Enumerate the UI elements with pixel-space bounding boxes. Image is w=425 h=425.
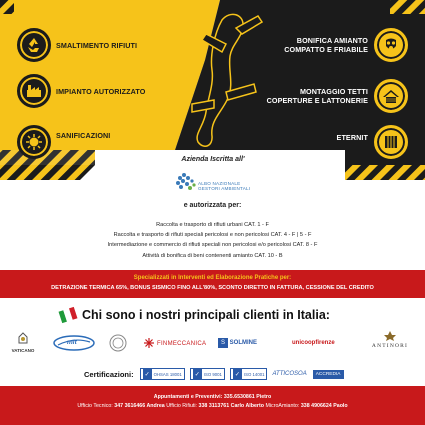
clients-title: Chi sono i nostri principali clienti in Italia: xyxy=(82,308,330,322)
antinori-crest-icon xyxy=(384,331,396,341)
accredia-logo: ACCREDIA xyxy=(313,370,344,379)
clients-logos xyxy=(6,330,421,358)
vatican-emblem-icon xyxy=(15,332,31,346)
service-label: SANIFICAZIONI xyxy=(56,130,111,140)
services-banner xyxy=(0,0,425,180)
cert-badge: ✓ OHSAS 18001 xyxy=(140,368,185,380)
category-item: Raccolta e trasporto di rifiuti speciali pericolosi e non pericolosi CAT. 4 - F | 5 - F xyxy=(113,232,312,239)
cert-badge: ✓ ISO 9001 xyxy=(190,368,225,380)
registry-intro: Azienda Iscritta all' xyxy=(181,156,245,163)
gas-mask-icon xyxy=(374,28,408,62)
cert-badge: ✓ ISO 14001 xyxy=(230,368,268,380)
roof-icon xyxy=(374,79,408,113)
attico-soa-logo: ATTICOSOA xyxy=(272,371,307,377)
client-antinori: ANTINORI xyxy=(364,331,416,349)
virus-icon xyxy=(17,125,51,159)
service-label: IMPIANTO AUTORIZZATO xyxy=(56,86,146,96)
service-bonifica-amianto xyxy=(284,28,408,62)
seal-emblem-icon xyxy=(108,333,128,353)
service-eternit xyxy=(337,125,408,159)
service-sublabel: COMPATTO E FRIABILE xyxy=(284,45,368,54)
albo-text xyxy=(198,181,250,192)
client-seal xyxy=(108,333,128,355)
italian-flag-icon xyxy=(59,307,78,323)
service-label: ETERNIT xyxy=(336,132,368,142)
albo-line1: ALBO NAZIONALE xyxy=(198,181,241,186)
contacts-bar xyxy=(0,386,425,425)
service-label: SMALTIMENTO RIFIUTI xyxy=(56,40,138,50)
check-icon: ✓ xyxy=(143,369,152,379)
client-vaticano: VATICANO xyxy=(10,332,36,353)
incentives-banner xyxy=(0,270,425,298)
client-unicoop: unicoopfirenze xyxy=(292,340,335,346)
client-solmine: S SOLMINE xyxy=(218,338,257,348)
finmeccanica-logo-icon xyxy=(144,338,154,348)
check-icon: ✓ xyxy=(233,369,242,379)
service-montaggio-tetti xyxy=(267,79,408,113)
authorized-heading: e autorizzata per: xyxy=(183,202,242,209)
contacts-line2: Ufficio Tecnico: 347 3616466 Andrea Ufficio Rifiuti: 338 3113761 Carlo Alberto MicroAmianto: 338 4906624 Paolo xyxy=(77,403,348,409)
incentives-list: DETRAZIONE TERMICA 65%, BONUS SISMICO FINO ALL'80%, SCONTO DIRETTO IN FATTURA, CESSIONE DEL CREDITO xyxy=(51,285,374,291)
albo-line2: GESTORI AMBIENTALI xyxy=(198,186,251,192)
clients-heading xyxy=(60,308,400,322)
service-impianto xyxy=(17,74,145,108)
service-label: BONIFICA AMIANTO xyxy=(296,36,368,45)
check-icon: ✓ xyxy=(193,369,202,379)
certifications-row xyxy=(84,368,344,380)
category-item: Attività di bonifica di beni contenenti amianto CAT. 10 - B xyxy=(142,252,283,259)
contacts-line1: Appuntamenti e Preventivi: 335.6530861 Pietro xyxy=(153,394,272,400)
service-smaltimento xyxy=(17,28,137,62)
client-finmeccanica: FINMECCANICA xyxy=(144,338,154,350)
service-sanificazioni xyxy=(17,125,110,159)
client-mit: mit xyxy=(52,335,96,351)
solmine-logo-icon: S xyxy=(218,338,228,348)
category-item: Raccolta e trasporto di rifiuti urbani CAT. 1 - F xyxy=(156,222,269,228)
incentives-heading: Specializzati in Interventi ed Elaborazione Pratiche per: xyxy=(133,275,292,281)
category-list xyxy=(20,220,405,261)
eternit-sheet-icon xyxy=(374,125,408,159)
category-item: Intermediazione e commercio di rifiuti speciali non pericolosi e/o pericolosi CAT. 8 - F xyxy=(107,242,318,249)
service-label: MONTAGGIO TETTI xyxy=(299,87,368,96)
recycle-icon xyxy=(17,28,51,62)
certifications-label: Certificazioni: xyxy=(84,369,134,379)
service-sublabel: COPERTURE E LATTONERIE xyxy=(266,96,368,105)
factory-icon xyxy=(17,74,51,108)
